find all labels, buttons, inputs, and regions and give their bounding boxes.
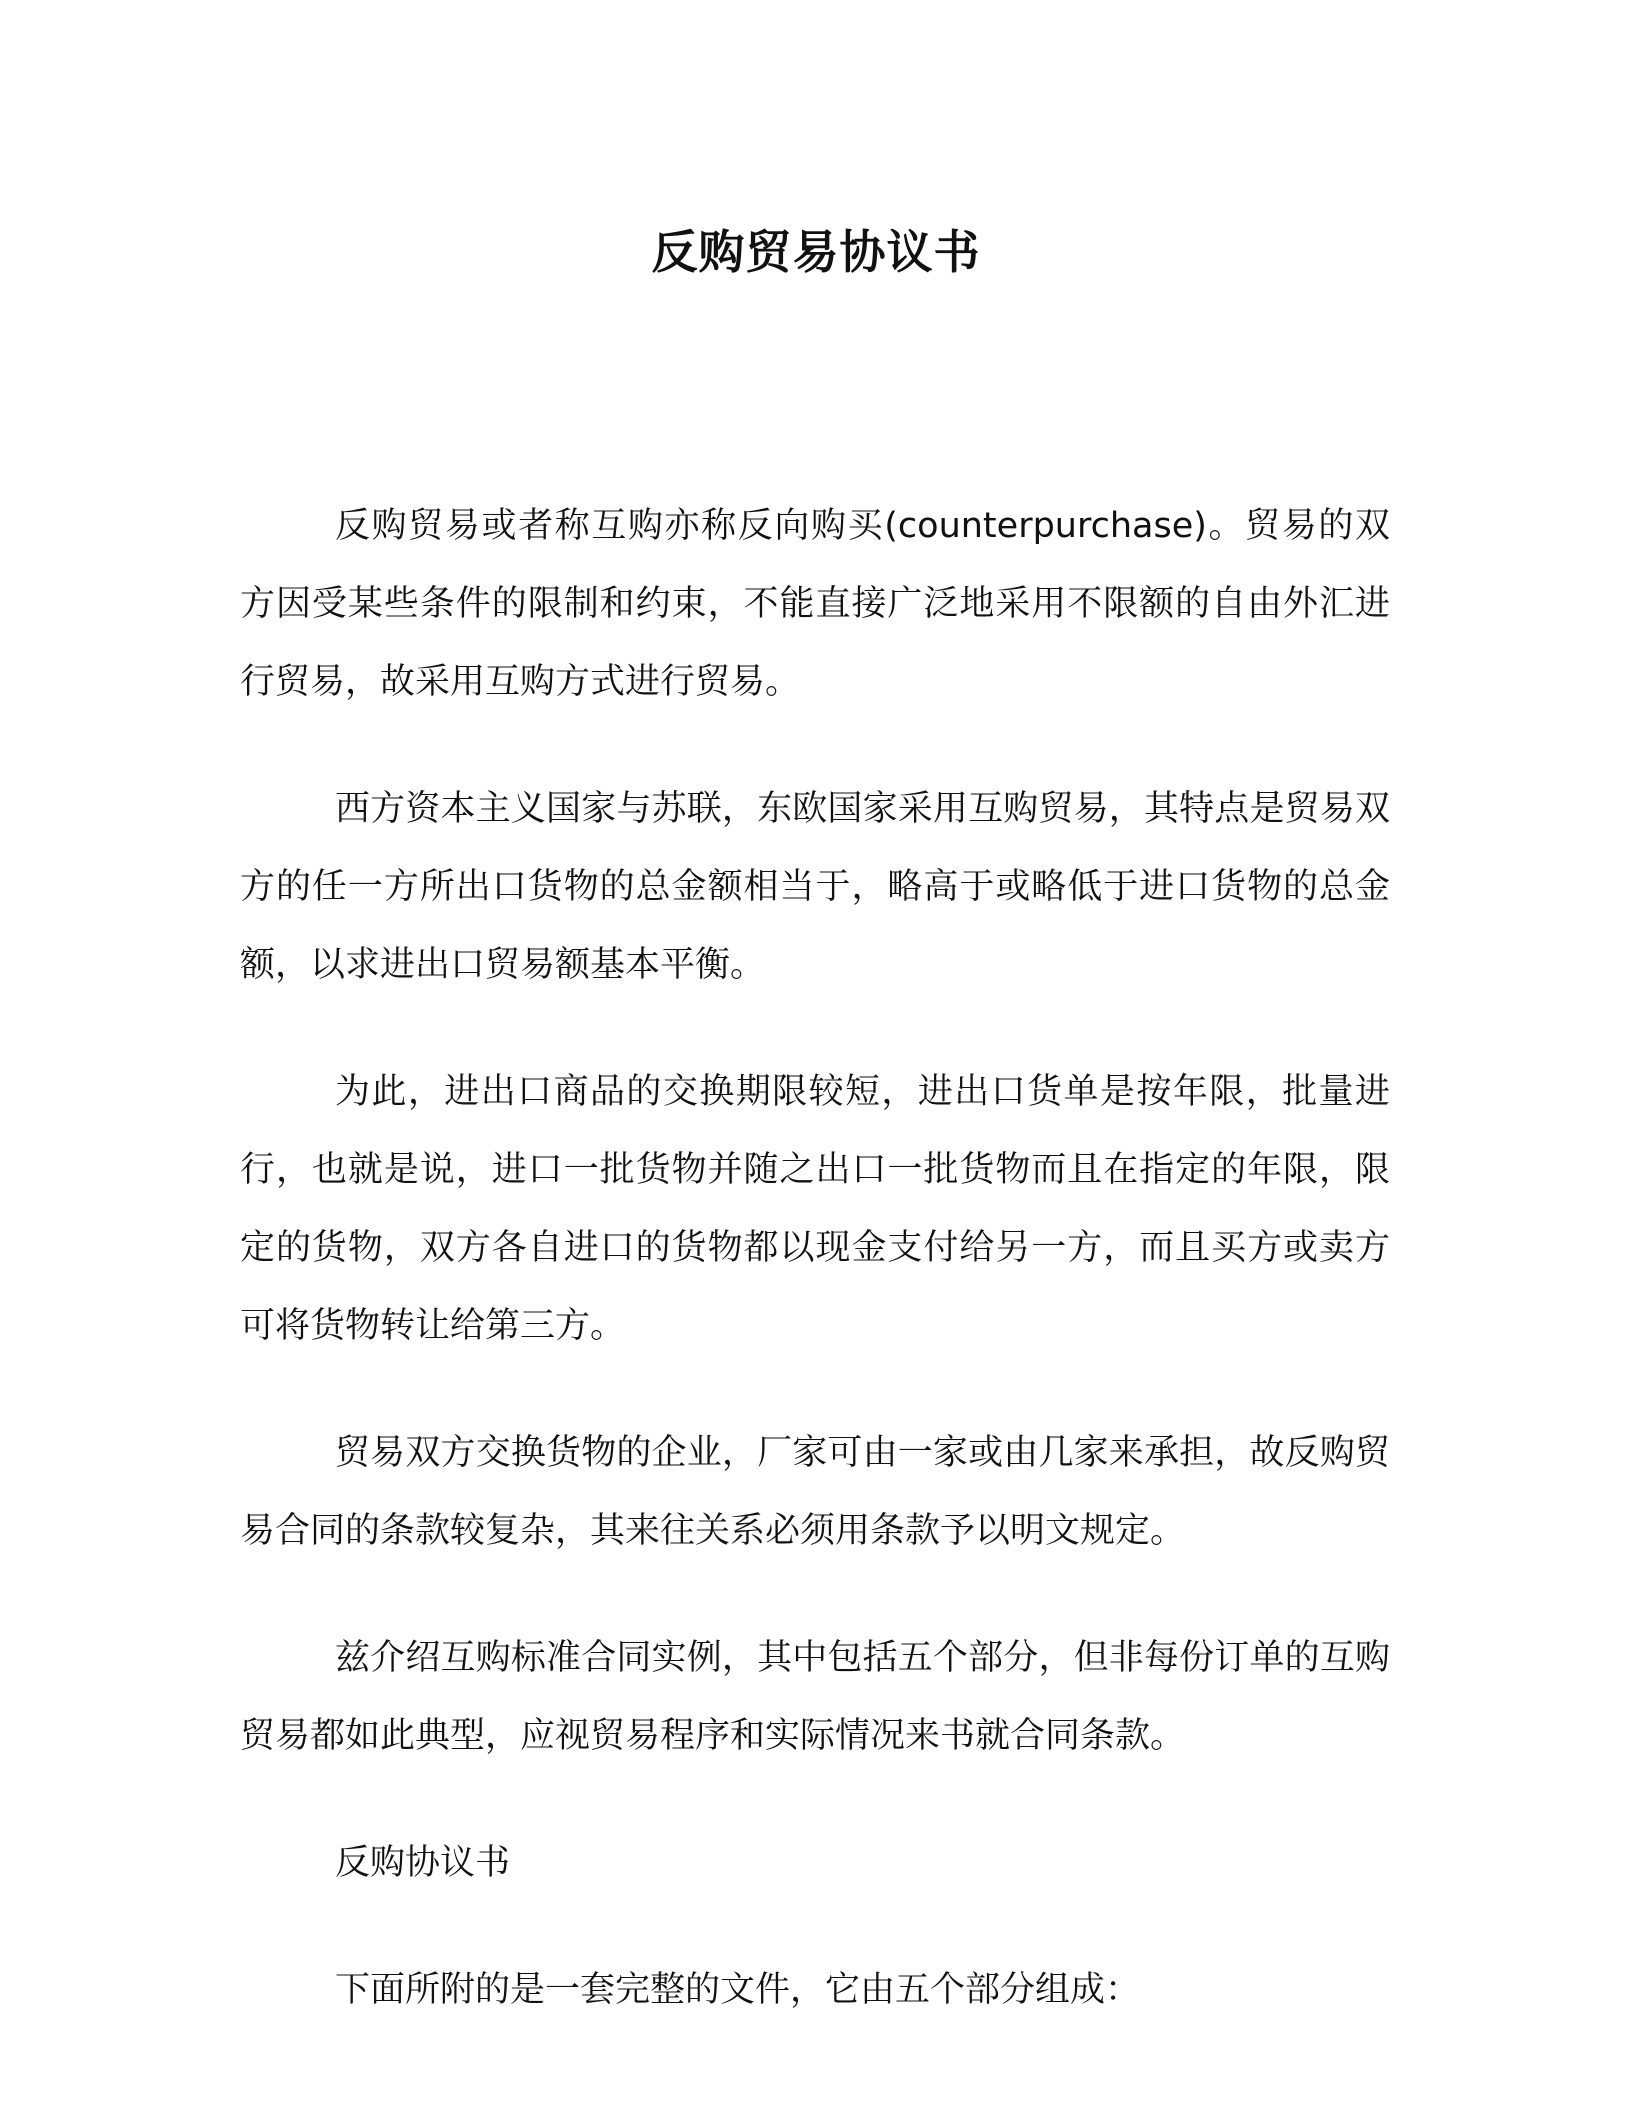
paragraph: 反购贸易或者称互购亦称反向购买(counterpurchase)。贸易的双方因受某些条件的限制和约束，不能直接广泛地采用不限额的自由外汇进行贸易，故采用互购方式进行贸易。 [240, 506, 1390, 702]
paragraph: 下面所附的是一套完整的文件，它由五个部分组成： [335, 1970, 1141, 2010]
paragraph: 为此，进出口商品的交换期限较短，进出口货单是按年限，批量进行，也就是说，进口一批货物并随之出口一批货物而且在指定的年限，限定的货物，双方各自进口的货物都以现金支付给另一方，而且买方或卖方可将货物转让给第三方。 [240, 1072, 1390, 1346]
paragraph: 贸易双方交换货物的企业，厂家可由一家或由几家来承担，故反购贸易合同的条款较复杂，其来往关系必须用条款予以明文规定。 [240, 1433, 1390, 1551]
paragraph: 兹介绍互购标准合同实例，其中包括五个部分，但非每份订单的互购贸易都如此典型，应视贸易程序和实际情况来书就合同条款。 [240, 1638, 1390, 1756]
section-heading: 反购协议书 [335, 1843, 511, 1883]
document-title: 反购贸易协议书 [651, 225, 981, 279]
document-body [240, 487, 1390, 2078]
paragraph: 西方资本主义国家与苏联，东欧国家采用互购贸易，其特点是贸易双方的任一方所出口货物的总金额相当于，略高于或略低于进口货物的总金额，以求进出口贸易额基本平衡。 [240, 789, 1390, 985]
